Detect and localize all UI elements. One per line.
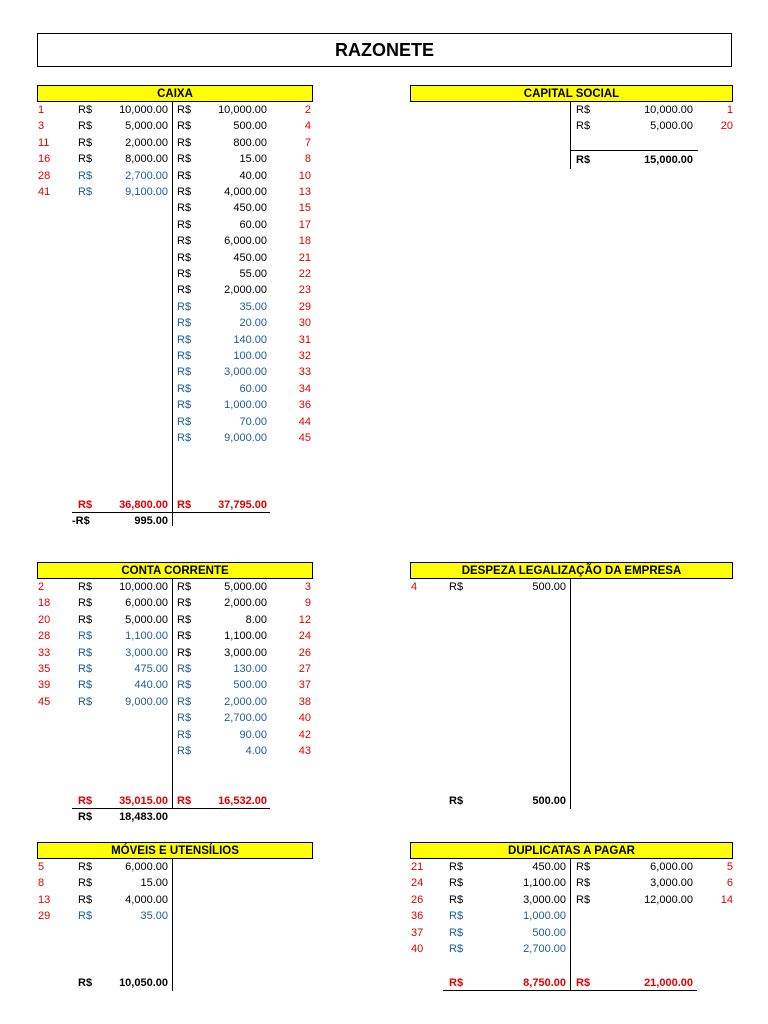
debit-ref: 16: [38, 153, 51, 166]
credit-ref: 7: [304, 136, 311, 149]
debit-currency: R$: [449, 910, 464, 923]
debit-value: 2,000.00: [125, 136, 168, 149]
credit-currency: R$: [177, 432, 192, 444]
debit-currency: R$: [78, 695, 93, 708]
credit-currency: R$: [177, 186, 192, 198]
account-header-duplicatas: DUPLICATAS A PAGAR: [410, 842, 733, 859]
credit-value: 2,000.00: [224, 597, 267, 610]
debit-ref: 3: [38, 120, 45, 133]
credit-ref: 4: [304, 120, 311, 133]
credit-currency: R$: [177, 712, 192, 725]
debit-currency: R$: [449, 926, 464, 939]
debit-currency: R$: [78, 169, 93, 182]
t-divider: [172, 579, 173, 809]
credit-currency: R$: [576, 861, 591, 873]
credit-currency: R$: [177, 169, 192, 182]
debit-ref: 18: [38, 597, 51, 610]
debit-currency: R$: [78, 104, 93, 116]
credit-ref: 31: [298, 333, 311, 346]
credit-value: 130.00: [233, 663, 267, 675]
account-header-conta-corrente: CONTA CORRENTE: [37, 562, 313, 579]
debit-currency: R$: [78, 910, 93, 923]
debit-currency: R$: [449, 893, 464, 906]
debit-ref: 20: [38, 613, 51, 626]
credit-ref: 44: [298, 415, 311, 428]
debit-value: 3,000.00: [125, 646, 168, 659]
debit-ref: 24: [411, 877, 424, 890]
debit-currency: R$: [78, 861, 93, 873]
balance-currency: R$: [78, 811, 93, 823]
credit-currency: R$: [177, 581, 192, 593]
t-divider: [570, 859, 571, 991]
credit-value: 35.00: [239, 300, 267, 313]
credit-ref: 36: [298, 399, 311, 412]
credit-ref: 1: [726, 104, 733, 116]
credit-value: 3,000.00: [224, 366, 267, 379]
credit-currency: R$: [177, 679, 192, 692]
debit-ref: 35: [38, 663, 51, 675]
credit-ref: 37: [298, 679, 311, 692]
credit-value: 6,000.00: [650, 861, 693, 873]
credit-currency: R$: [177, 728, 192, 741]
credit-ref: 8: [304, 153, 311, 166]
debit-currency: R$: [78, 136, 93, 149]
credit-currency: R$: [576, 120, 591, 133]
credit-ref: 30: [298, 317, 311, 330]
total-credit-currency: R$: [576, 977, 591, 989]
debit-currency: R$: [78, 153, 93, 166]
credit-currency: R$: [177, 136, 192, 149]
credit-ref: 23: [298, 284, 311, 297]
credit-value: 1,100.00: [224, 630, 267, 643]
debit-value: 500.00: [532, 581, 566, 593]
credit-ref: 14: [720, 893, 733, 906]
total-credit-value: 21,000.00: [644, 977, 693, 989]
debit-currency: R$: [78, 120, 93, 133]
credit-value: 450.00: [233, 202, 267, 215]
total-credit-value: 15,000.00: [644, 154, 693, 166]
credit-currency: R$: [177, 235, 192, 248]
debit-value: 2,700.00: [125, 169, 168, 182]
debit-ref: 36: [411, 910, 424, 923]
credit-value: 55.00: [239, 268, 267, 280]
credit-currency: R$: [177, 399, 192, 412]
credit-ref: 32: [298, 350, 311, 362]
credit-ref: 18: [298, 235, 311, 248]
debit-value: 1,000.00: [523, 910, 566, 923]
credit-value: 9,000.00: [224, 432, 267, 444]
debit-ref: 1: [38, 104, 45, 116]
credit-value: 60.00: [239, 218, 267, 231]
credit-ref: 17: [298, 218, 311, 231]
credit-value: 4,000.00: [224, 186, 267, 198]
total-debit-value: 36,800.00: [119, 499, 168, 511]
credit-ref: 45: [298, 432, 311, 444]
balance-value: 995.00: [134, 515, 168, 527]
balance-value: 18,483.00: [119, 811, 168, 823]
debit-value: 440.00: [134, 679, 168, 692]
debit-ref: 40: [411, 943, 424, 955]
debit-ref: 21: [411, 861, 424, 873]
credit-value: 1,000.00: [224, 399, 267, 412]
debit-ref: 26: [411, 893, 424, 906]
credit-ref: 20: [720, 120, 733, 133]
credit-currency: R$: [177, 104, 192, 116]
credit-currency: R$: [177, 251, 192, 264]
debit-currency: R$: [78, 893, 93, 906]
debit-value: 15.00: [140, 877, 168, 890]
credit-currency: R$: [177, 630, 192, 643]
credit-ref: 27: [298, 663, 311, 675]
total-credit-currency: R$: [576, 154, 591, 166]
credit-currency: R$: [576, 877, 591, 890]
credit-ref: 15: [298, 202, 311, 215]
credit-currency: R$: [177, 613, 192, 626]
credit-ref: 5: [726, 861, 733, 873]
debit-ref: 45: [38, 695, 51, 708]
debit-currency: R$: [78, 663, 93, 675]
debit-value: 5,000.00: [125, 613, 168, 626]
credit-currency: R$: [177, 415, 192, 428]
credit-currency: R$: [177, 350, 192, 362]
credit-currency: R$: [576, 893, 591, 906]
total-debit-value: 10,050.00: [119, 977, 168, 989]
credit-currency: R$: [576, 104, 591, 116]
total-credit-currency: R$: [177, 499, 192, 511]
credit-ref: 9: [304, 597, 311, 610]
credit-value: 500.00: [233, 679, 267, 692]
debit-value: 6,000.00: [125, 597, 168, 610]
debit-value: 1,100.00: [523, 877, 566, 890]
debit-ref: 28: [38, 630, 51, 643]
credit-value: 2,700.00: [224, 712, 267, 725]
debit-ref: 39: [38, 679, 51, 692]
credit-ref: 38: [298, 695, 311, 708]
total-debit-value: 500.00: [532, 795, 566, 807]
balance-currency: -R$: [72, 515, 90, 527]
debit-value: 3,000.00: [523, 893, 566, 906]
credit-currency: R$: [177, 300, 192, 313]
debit-currency: R$: [78, 613, 93, 626]
total-debit-currency: R$: [449, 795, 464, 807]
account-header-capital-social: CAPITAL SOCIAL: [410, 85, 733, 102]
credit-ref: 26: [298, 646, 311, 659]
t-divider: [570, 579, 571, 809]
credit-currency: R$: [177, 284, 192, 297]
total-debit-currency: R$: [78, 499, 93, 511]
debit-value: 6,000.00: [125, 861, 168, 873]
credit-ref: 22: [298, 268, 311, 280]
credit-currency: R$: [177, 597, 192, 610]
t-divider: [172, 859, 173, 991]
credit-value: 10,000.00: [644, 104, 693, 116]
credit-currency: R$: [177, 317, 192, 330]
credit-ref: 33: [298, 366, 311, 379]
debit-value: 500.00: [532, 926, 566, 939]
credit-ref: 6: [726, 877, 733, 890]
total-debit-value: 35,015.00: [119, 795, 168, 807]
t-divider: [570, 102, 571, 169]
credit-value: 8.00: [245, 613, 267, 626]
credit-value: 4.00: [245, 745, 267, 757]
credit-value: 800.00: [233, 136, 267, 149]
credit-value: 2,000.00: [224, 695, 267, 708]
credit-currency: R$: [177, 268, 192, 280]
debit-currency: R$: [78, 679, 93, 692]
account-header-moveis: MÓVEIS E UTENSÍLIOS: [37, 842, 313, 859]
debit-currency: R$: [449, 877, 464, 890]
debit-value: 8,000.00: [125, 153, 168, 166]
debit-currency: R$: [78, 630, 93, 643]
debit-ref: 4: [411, 581, 418, 593]
credit-currency: R$: [177, 333, 192, 346]
debit-value: 9,000.00: [125, 695, 168, 708]
debit-value: 5,000.00: [125, 120, 168, 133]
credit-currency: R$: [177, 202, 192, 215]
debit-currency: R$: [78, 597, 93, 610]
debit-ref: 28: [38, 169, 51, 182]
credit-ref: 2: [304, 104, 311, 116]
debit-ref: 41: [38, 186, 51, 198]
debit-ref: 8: [38, 877, 45, 890]
debit-ref: 2: [38, 581, 45, 593]
debit-value: 10,000.00: [119, 581, 168, 593]
credit-currency: R$: [177, 663, 192, 675]
credit-ref: 40: [298, 712, 311, 725]
debit-currency: R$: [78, 646, 93, 659]
credit-value: 90.00: [239, 728, 267, 741]
credit-value: 5,000.00: [224, 581, 267, 593]
debit-currency: R$: [449, 861, 464, 873]
debit-ref: 29: [38, 910, 51, 923]
credit-value: 40.00: [239, 169, 267, 182]
debit-currency: R$: [78, 186, 93, 198]
account-header-caixa: CAIXA: [37, 85, 313, 102]
credit-value: 2,000.00: [224, 284, 267, 297]
credit-ref: 42: [298, 728, 311, 741]
debit-currency: R$: [78, 877, 93, 890]
credit-value: 5,000.00: [650, 120, 693, 133]
debit-value: 450.00: [532, 861, 566, 873]
debit-ref: 37: [411, 926, 424, 939]
credit-currency: R$: [177, 745, 192, 757]
total-debit-currency: R$: [78, 977, 93, 989]
debit-value: 10,000.00: [119, 104, 168, 116]
debit-ref: 11: [38, 136, 50, 149]
credit-ref: 3: [304, 581, 311, 593]
credit-currency: R$: [177, 366, 192, 379]
credit-ref: 13: [298, 186, 311, 198]
debit-value: 475.00: [134, 663, 168, 675]
credit-value: 3,000.00: [224, 646, 267, 659]
debit-ref: 33: [38, 646, 51, 659]
credit-ref: 24: [298, 630, 311, 643]
total-credit-value: 16,532.00: [218, 795, 267, 807]
credit-value: 10,000.00: [218, 104, 267, 116]
total-credit-currency: R$: [177, 795, 192, 807]
credit-ref: 29: [298, 300, 311, 313]
credit-value: 6,000.00: [224, 235, 267, 248]
debit-value: 2,700.00: [523, 943, 566, 955]
total-credit-value: 37,795.00: [218, 499, 267, 511]
credit-ref: 43: [298, 745, 311, 757]
debit-value: 9,100.00: [125, 186, 168, 198]
credit-currency: R$: [177, 218, 192, 231]
total-debit-currency: R$: [449, 977, 464, 989]
credit-currency: R$: [177, 120, 192, 133]
credit-currency: R$: [177, 695, 192, 708]
credit-ref: 10: [298, 169, 311, 182]
debit-currency: R$: [449, 943, 464, 955]
debit-currency: R$: [449, 581, 464, 593]
total-underline: [570, 150, 698, 151]
debit-value: 4,000.00: [125, 893, 168, 906]
credit-currency: R$: [177, 382, 192, 395]
account-header-despeza: DESPEZA LEGALIZAÇÃO DA EMPRESA: [410, 562, 733, 579]
debit-value: 1,100.00: [125, 630, 168, 643]
credit-ref: 21: [298, 251, 311, 264]
debit-ref: 13: [38, 893, 51, 906]
debit-value: 35.00: [140, 910, 168, 923]
credit-value: 15.00: [239, 153, 267, 166]
credit-value: 100.00: [233, 350, 267, 362]
debit-currency: R$: [78, 581, 93, 593]
credit-ref: 34: [298, 382, 311, 395]
credit-currency: R$: [177, 646, 192, 659]
t-divider: [172, 102, 173, 526]
credit-value: 70.00: [239, 415, 267, 428]
credit-value: 60.00: [239, 382, 267, 395]
credit-value: 450.00: [233, 251, 267, 264]
page-title: RAZONETE: [37, 33, 732, 67]
credit-value: 12,000.00: [644, 893, 693, 906]
total-debit-value: 8,750.00: [523, 977, 566, 989]
credit-value: 500.00: [233, 120, 267, 133]
credit-ref: 12: [298, 613, 311, 626]
total-debit-currency: R$: [78, 795, 93, 807]
credit-value: 20.00: [239, 317, 267, 330]
credit-currency: R$: [177, 153, 192, 166]
debit-ref: 5: [38, 861, 45, 873]
credit-value: 3,000.00: [650, 877, 693, 890]
credit-value: 140.00: [233, 333, 267, 346]
